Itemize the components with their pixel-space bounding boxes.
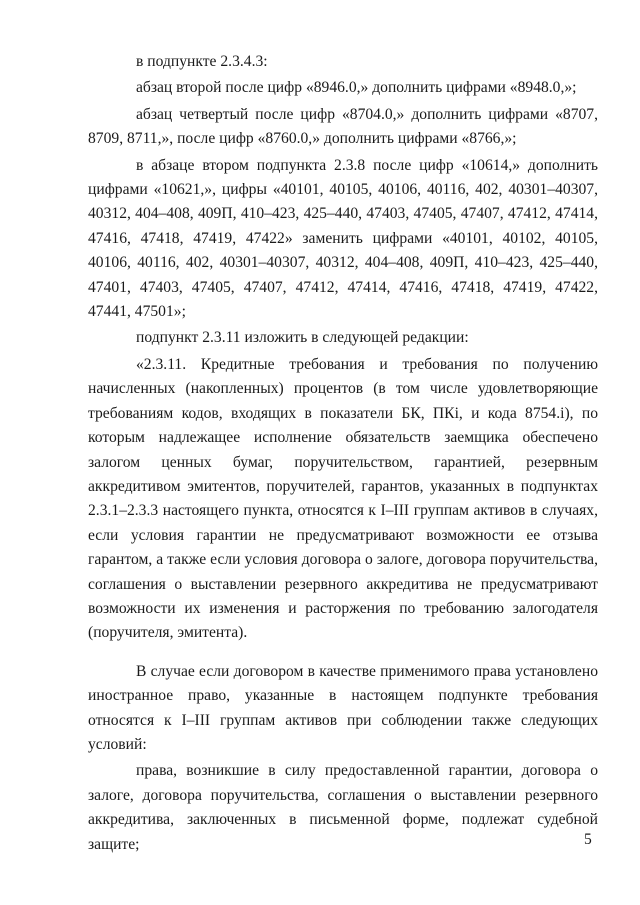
document-body bbox=[88, 50, 598, 857]
paragraph-4: в абзаце втором подпункта 2.3.8 после цифр «10614,» дополнить цифрами «10621,», цифры «40101, 40105, 40106, 40116, 402, 40301–40307, 40312, 404–408, 409П, 410–423, 425–440, 47403, 47405, 47407, 47412, 47414, 47416, 47418, 47419, 47422» заменить цифрами «40101, 40102, 40105, 40106, 40116, 402, 40301–40307, 40312, 404–408, 409П, 410–423, 425–440, 47401, 47403, 47405, 47407, 47412, 47414, 47416, 47418, 47419, 47422, 47441, 47501»; bbox=[88, 156, 598, 321]
paragraph-2: абзац второй после цифр «8946.0,» дополнить цифрами «8948.0,»; bbox=[136, 79, 577, 97]
page-number: 5 bbox=[584, 831, 592, 848]
paragraph-7: В случае если договором в качестве применимого права установлено иностранное право, указанные в настоящем подпункте требования относятся к I–III группам активов при соблюдении также следующих условий: bbox=[88, 662, 598, 753]
paragraph-1: в подпункте 2.3.4.3: bbox=[136, 53, 268, 70]
paragraph-5: подпункт 2.3.11 изложить в следующей редакции: bbox=[136, 329, 469, 347]
paragraph-3: абзац четвертый после цифр «8704.0,» дополнить цифрами «8707, 8709, 8711,», после цифр «8760.0,» дополнить цифрами «8766,»; bbox=[88, 105, 598, 148]
paragraph-8: права, возникшие в силу предоставленной гарантии, договора о залоге, договора поручительства, соглашения о выставлении резервного аккредитива, заключенных в письменной форме, подлежат судебной защите; bbox=[88, 762, 598, 853]
paragraph-6: «2.3.11. Кредитные требования и требования по получению начисленных (накопленных) процентов (в том числе удовлетворяющие требованиям кодов, входящих в показатели БК, ПКi, и кода 8754.i), по которым надлежащее исполнение обязательств заемщика обеспечено залогом ценных бумаг, поручительством, гарантией, резервным аккредитивом эмитентов, поручителей, гарантов, указанных в подпунктах 2.3.1–2.3.3 настоящего пункта, относятся к I–III группам активов в случаях, если условия гарантии не предусматривают возможности ее отзыва гарантом, а также если условия договора о залоге, договора поручительства, соглашения о выставлении резервного аккредитива не предусматривают возможности их изменения и расторжения по требованию залогодателя (поручителя, эмитента). bbox=[88, 355, 598, 642]
